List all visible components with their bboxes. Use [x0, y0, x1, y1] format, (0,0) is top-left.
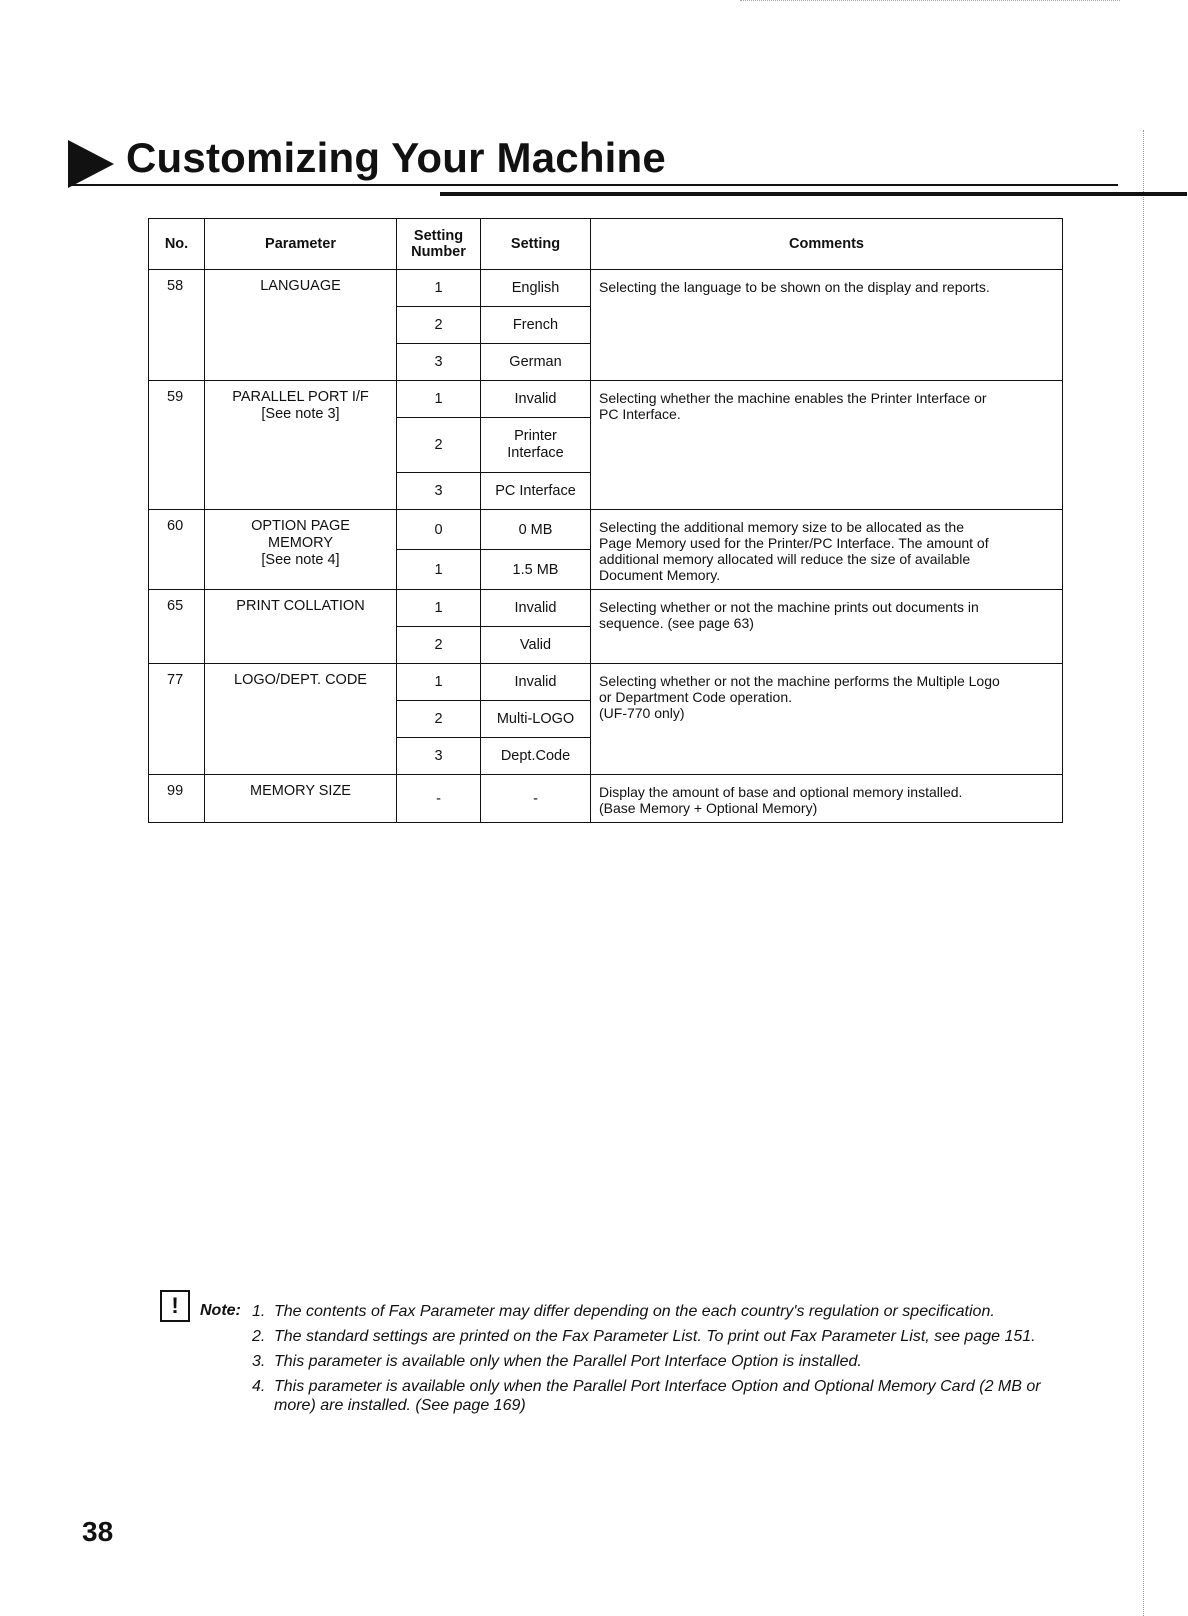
note-number: 3. [252, 1353, 266, 1370]
setting-number: 1 [397, 590, 481, 627]
setting-value-line: Invalid [514, 674, 557, 690]
setting-value-line: Invalid [514, 600, 557, 616]
setting-number: 1 [397, 270, 481, 307]
note-label: Note: [200, 1302, 241, 1319]
setting-value [481, 510, 591, 550]
param-comment-line: Page Memory used for the Printer/PC Interface. The amount of [599, 535, 989, 551]
param-comment [591, 590, 1063, 664]
page-edge-line [1143, 130, 1144, 1616]
param-name [205, 510, 397, 590]
setting-value-line: 0 MB [518, 521, 553, 538]
note-item [252, 1327, 1072, 1346]
note-number: 1. [252, 1303, 266, 1320]
param-name-line: PARALLEL PORT I/F [232, 389, 369, 405]
setting-value-line: Interface [507, 445, 564, 461]
table-body [149, 270, 1063, 823]
table-row [149, 775, 1063, 823]
param-comment-line: Selecting the additional memory size to be allocated as the [599, 519, 964, 535]
param-comment-line: PC Interface. [599, 406, 681, 422]
param-name-line: PRINT COLLATION [236, 598, 365, 614]
setting-value-line: French [512, 317, 559, 333]
param-comment-line: or Department Code operation. [599, 689, 792, 705]
setting-value [481, 701, 591, 738]
setting-value [481, 344, 591, 381]
setting-value [481, 664, 591, 701]
header-setting: Setting [481, 219, 591, 270]
note-item [252, 1377, 1072, 1415]
param-comment-line: (UF-770 only) [599, 705, 685, 721]
note-number: 2. [252, 1328, 266, 1345]
table-row [149, 381, 1063, 418]
setting-value [481, 418, 591, 473]
param-comment-line: Selecting whether the machine enables the Printer Interface or [599, 390, 987, 406]
page-header [68, 128, 1118, 202]
param-number: 99 [149, 775, 205, 823]
setting-value-line: Valid [519, 637, 552, 653]
title-rule [440, 192, 1187, 196]
setting-value-line: PC Interface [495, 483, 576, 499]
param-name [205, 270, 397, 381]
table-header-row [149, 219, 1063, 270]
setting-number: 1 [397, 550, 481, 590]
param-name-line: LOGO/DEPT. CODE [234, 672, 367, 688]
param-comment-line: additional memory allocated will reduce the size of available [599, 551, 971, 567]
param-name-line: MEMORY [268, 535, 333, 551]
header-parameter: Parameter [205, 219, 397, 270]
setting-number: 2 [397, 627, 481, 664]
page-number: 38 [82, 1516, 114, 1547]
param-comment [591, 270, 1063, 381]
param-number: 58 [149, 270, 205, 381]
header-setting-number [397, 219, 481, 270]
param-name [205, 381, 397, 510]
note-text: The standard settings are printed on the Fax Parameter List. To print out Fax Parameter List, see page 151. [274, 1328, 1036, 1345]
setting-number: 0 [397, 510, 481, 550]
setting-number: 2 [397, 307, 481, 344]
param-name [205, 664, 397, 775]
setting-number: 1 [397, 381, 481, 418]
param-name-line: LANGUAGE [260, 278, 341, 294]
setting-value [481, 381, 591, 418]
param-number: 65 [149, 590, 205, 664]
setting-value-line: Invalid [514, 391, 557, 407]
note-text: This parameter is available only when the Parallel Port Interface Option and Optional Memory Card (2 MB or more) are installed. (See page 169) [274, 1378, 1041, 1414]
header-comments: Comments [591, 219, 1063, 270]
param-name-line: OPTION PAGE [251, 518, 350, 534]
setting-value [481, 270, 591, 307]
setting-number: 2 [397, 418, 481, 473]
setting-number: 3 [397, 344, 481, 381]
param-comment-line: Selecting the language to be shown on the display and reports. [599, 279, 990, 295]
table-row [149, 270, 1063, 307]
header-setting-number-line-2: Number [411, 244, 466, 260]
param-name-line: MEMORY SIZE [250, 783, 351, 799]
page-title: Customizing Your Machine [126, 134, 666, 181]
setting-value [481, 307, 591, 344]
setting-number: - [397, 775, 481, 823]
setting-number: 3 [397, 473, 481, 510]
setting-value-line: - [533, 790, 538, 807]
param-name-line: [See note 3] [261, 406, 340, 422]
setting-value [481, 627, 591, 664]
param-name [205, 775, 397, 823]
setting-value [481, 775, 591, 823]
setting-value [481, 550, 591, 590]
param-number: 59 [149, 381, 205, 510]
setting-value [481, 738, 591, 775]
notes-list [252, 1302, 1072, 1421]
setting-number: 2 [397, 701, 481, 738]
param-name-line: [See note 4] [261, 552, 340, 568]
setting-value-line: German [509, 354, 562, 370]
param-comment-line: Selecting whether or not the machine performs the Multiple Logo [599, 673, 1000, 689]
note-number: 4. [252, 1378, 266, 1395]
note-item [252, 1352, 1072, 1371]
setting-value-line: 1.5 MB [512, 561, 559, 578]
note-text: The contents of Fax Parameter may differ depending on the each country's regulation or specification. [274, 1303, 995, 1320]
param-number: 60 [149, 510, 205, 590]
param-comment [591, 664, 1063, 775]
param-name [205, 590, 397, 664]
note-item [252, 1302, 1072, 1321]
scan-artifact-line [740, 0, 1120, 1]
param-comment-line: Selecting whether or not the machine prints out documents in [599, 599, 979, 615]
setting-value-line: Dept.Code [500, 748, 571, 764]
param-comment-line: Document Memory. [599, 567, 721, 583]
title-underline [68, 184, 1118, 186]
table-row [149, 510, 1063, 550]
fax-parameter-table [148, 218, 1063, 823]
setting-number: 3 [397, 738, 481, 775]
param-number: 77 [149, 664, 205, 775]
table-row [149, 590, 1063, 627]
note-icon: ! [160, 1290, 190, 1322]
note-text: This parameter is available only when the Parallel Port Interface Option is installed. [274, 1353, 862, 1370]
table-row [149, 664, 1063, 701]
param-comment-line: sequence. (see page 63) [599, 615, 754, 631]
play-arrow-icon [68, 140, 114, 188]
setting-value-line: Printer [514, 428, 557, 444]
param-comment [591, 775, 1063, 823]
setting-value [481, 473, 591, 510]
setting-number: 1 [397, 664, 481, 701]
param-comment-line: Display the amount of base and optional memory installed. [599, 784, 963, 800]
setting-value-line: English [511, 280, 560, 296]
header-setting-number-line-1: Setting [413, 228, 464, 244]
param-comment [591, 381, 1063, 510]
setting-value [481, 590, 591, 627]
param-comment [591, 510, 1063, 590]
param-comment-line: (Base Memory + Optional Memory) [599, 800, 818, 816]
header-no: No. [149, 219, 205, 270]
setting-value-line: Multi-LOGO [496, 711, 575, 727]
